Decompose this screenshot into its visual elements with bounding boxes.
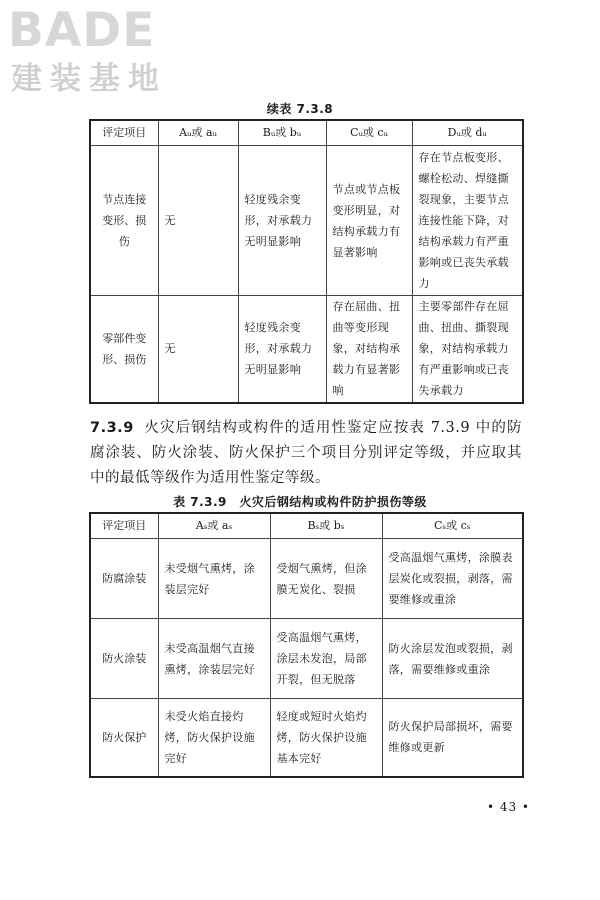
- table-cell: 节点或节点板变形明显，对结构承载力有显著影响: [326, 146, 412, 296]
- table-cell: 未受烟气熏烤，涂装层完好: [158, 539, 270, 619]
- table-cell: 受高温烟气熏烤，涂层未发泡，局部开裂，但无脱落: [270, 619, 382, 699]
- table-cell: 无: [158, 296, 238, 403]
- table-cell-item: 零部件变形、损伤: [90, 296, 158, 403]
- table-cell: 轻度残余变形，对承载力无明显影响: [238, 146, 326, 296]
- table1-header-cell: Aᵤ或 aᵤ: [158, 120, 238, 146]
- table-cell: 存在节点板变形、螺栓松动、焊缝撕裂现象，主要节点连接性能下降，对结构承载力有严重影响或已丧失承载力: [412, 146, 523, 296]
- table2-header-cell: Cₛ或 cₛ: [382, 513, 523, 539]
- table1-header-cell: Dᵤ或 dᵤ: [412, 120, 523, 146]
- table2: [89, 512, 524, 778]
- table-cell: 未受高温烟气直接熏烤，涂装层完好: [158, 619, 270, 699]
- logo-subtitle: 建装基地: [11, 61, 167, 97]
- table-cell: 防火保护局部损坏，需要维修或更新: [382, 699, 523, 777]
- table-cell: 轻度残余变形，对承载力无明显影响: [238, 296, 326, 403]
- table-row: [90, 146, 523, 296]
- table-cell-item: 节点连接变形、损伤: [90, 146, 158, 296]
- logo-text: BADE: [8, 3, 156, 58]
- table1-header-cell: Bᵤ或 bᵤ: [238, 120, 326, 146]
- table-cell: 受烟气熏烤，但涂膜无炭化、裂损: [270, 539, 382, 619]
- table1-header-cell: Cᵤ或 cᵤ: [326, 120, 412, 146]
- table2-header-row: [90, 513, 523, 539]
- section-text: 火灾后钢结构或构件的适用性鉴定应按表 7.3.9 中的防腐涂装、防火涂装、防火保护三个项目分别评定等级，并应取其中的最低等级作为适用性鉴定等级。: [90, 420, 522, 486]
- table-cell-item: 防火涂装: [90, 619, 158, 699]
- table-row: [90, 699, 523, 777]
- table2-header-cell: Aₛ或 aₛ: [158, 513, 270, 539]
- table2-caption: 表 7.3.9 火灾后钢结构或构件防护损伤等级: [173, 495, 427, 509]
- table-cell-item: 防火保护: [90, 699, 158, 777]
- table-cell-item: 防腐涂装: [90, 539, 158, 619]
- table1-header-row: [90, 120, 523, 146]
- table2-header-cell: 评定项目: [90, 513, 158, 539]
- table-cell: 未受火焰直接灼烤，防火保护设施完好: [158, 699, 270, 777]
- table1-caption: 续表 7.3.8: [266, 102, 334, 116]
- section-number: 7.3.9: [90, 420, 134, 436]
- table-cell: 主要零部件存在屈曲、扭曲、撕裂现象，对结构承载力有严重影响或已丧失承载力: [412, 296, 523, 403]
- table-row: [90, 296, 523, 403]
- table-cell: 防火涂层发泡或裂损，剥落，需要维修或重涂: [382, 619, 523, 699]
- table-cell: 受高温烟气熏烤，涂膜表层炭化或裂损，剥落，需要维修或重涂: [382, 539, 523, 619]
- table2-header-cell: Bₛ或 bₛ: [270, 513, 382, 539]
- page-number: • 43 •: [486, 800, 530, 814]
- table1-header-cell: 评定项目: [90, 120, 158, 146]
- table-row: [90, 539, 523, 619]
- table-row: [90, 619, 523, 699]
- table1: [89, 119, 524, 404]
- table-cell: 无: [158, 146, 238, 296]
- bade-watermark-logo: [8, 3, 178, 98]
- table-cell: 存在屈曲、扭曲等变形现象，对结构承载力有显著影响: [326, 296, 412, 403]
- table-cell: 轻度或短时火焰灼烤，防火保护设施基本完好: [270, 699, 382, 777]
- section-7-3-9: [90, 416, 522, 491]
